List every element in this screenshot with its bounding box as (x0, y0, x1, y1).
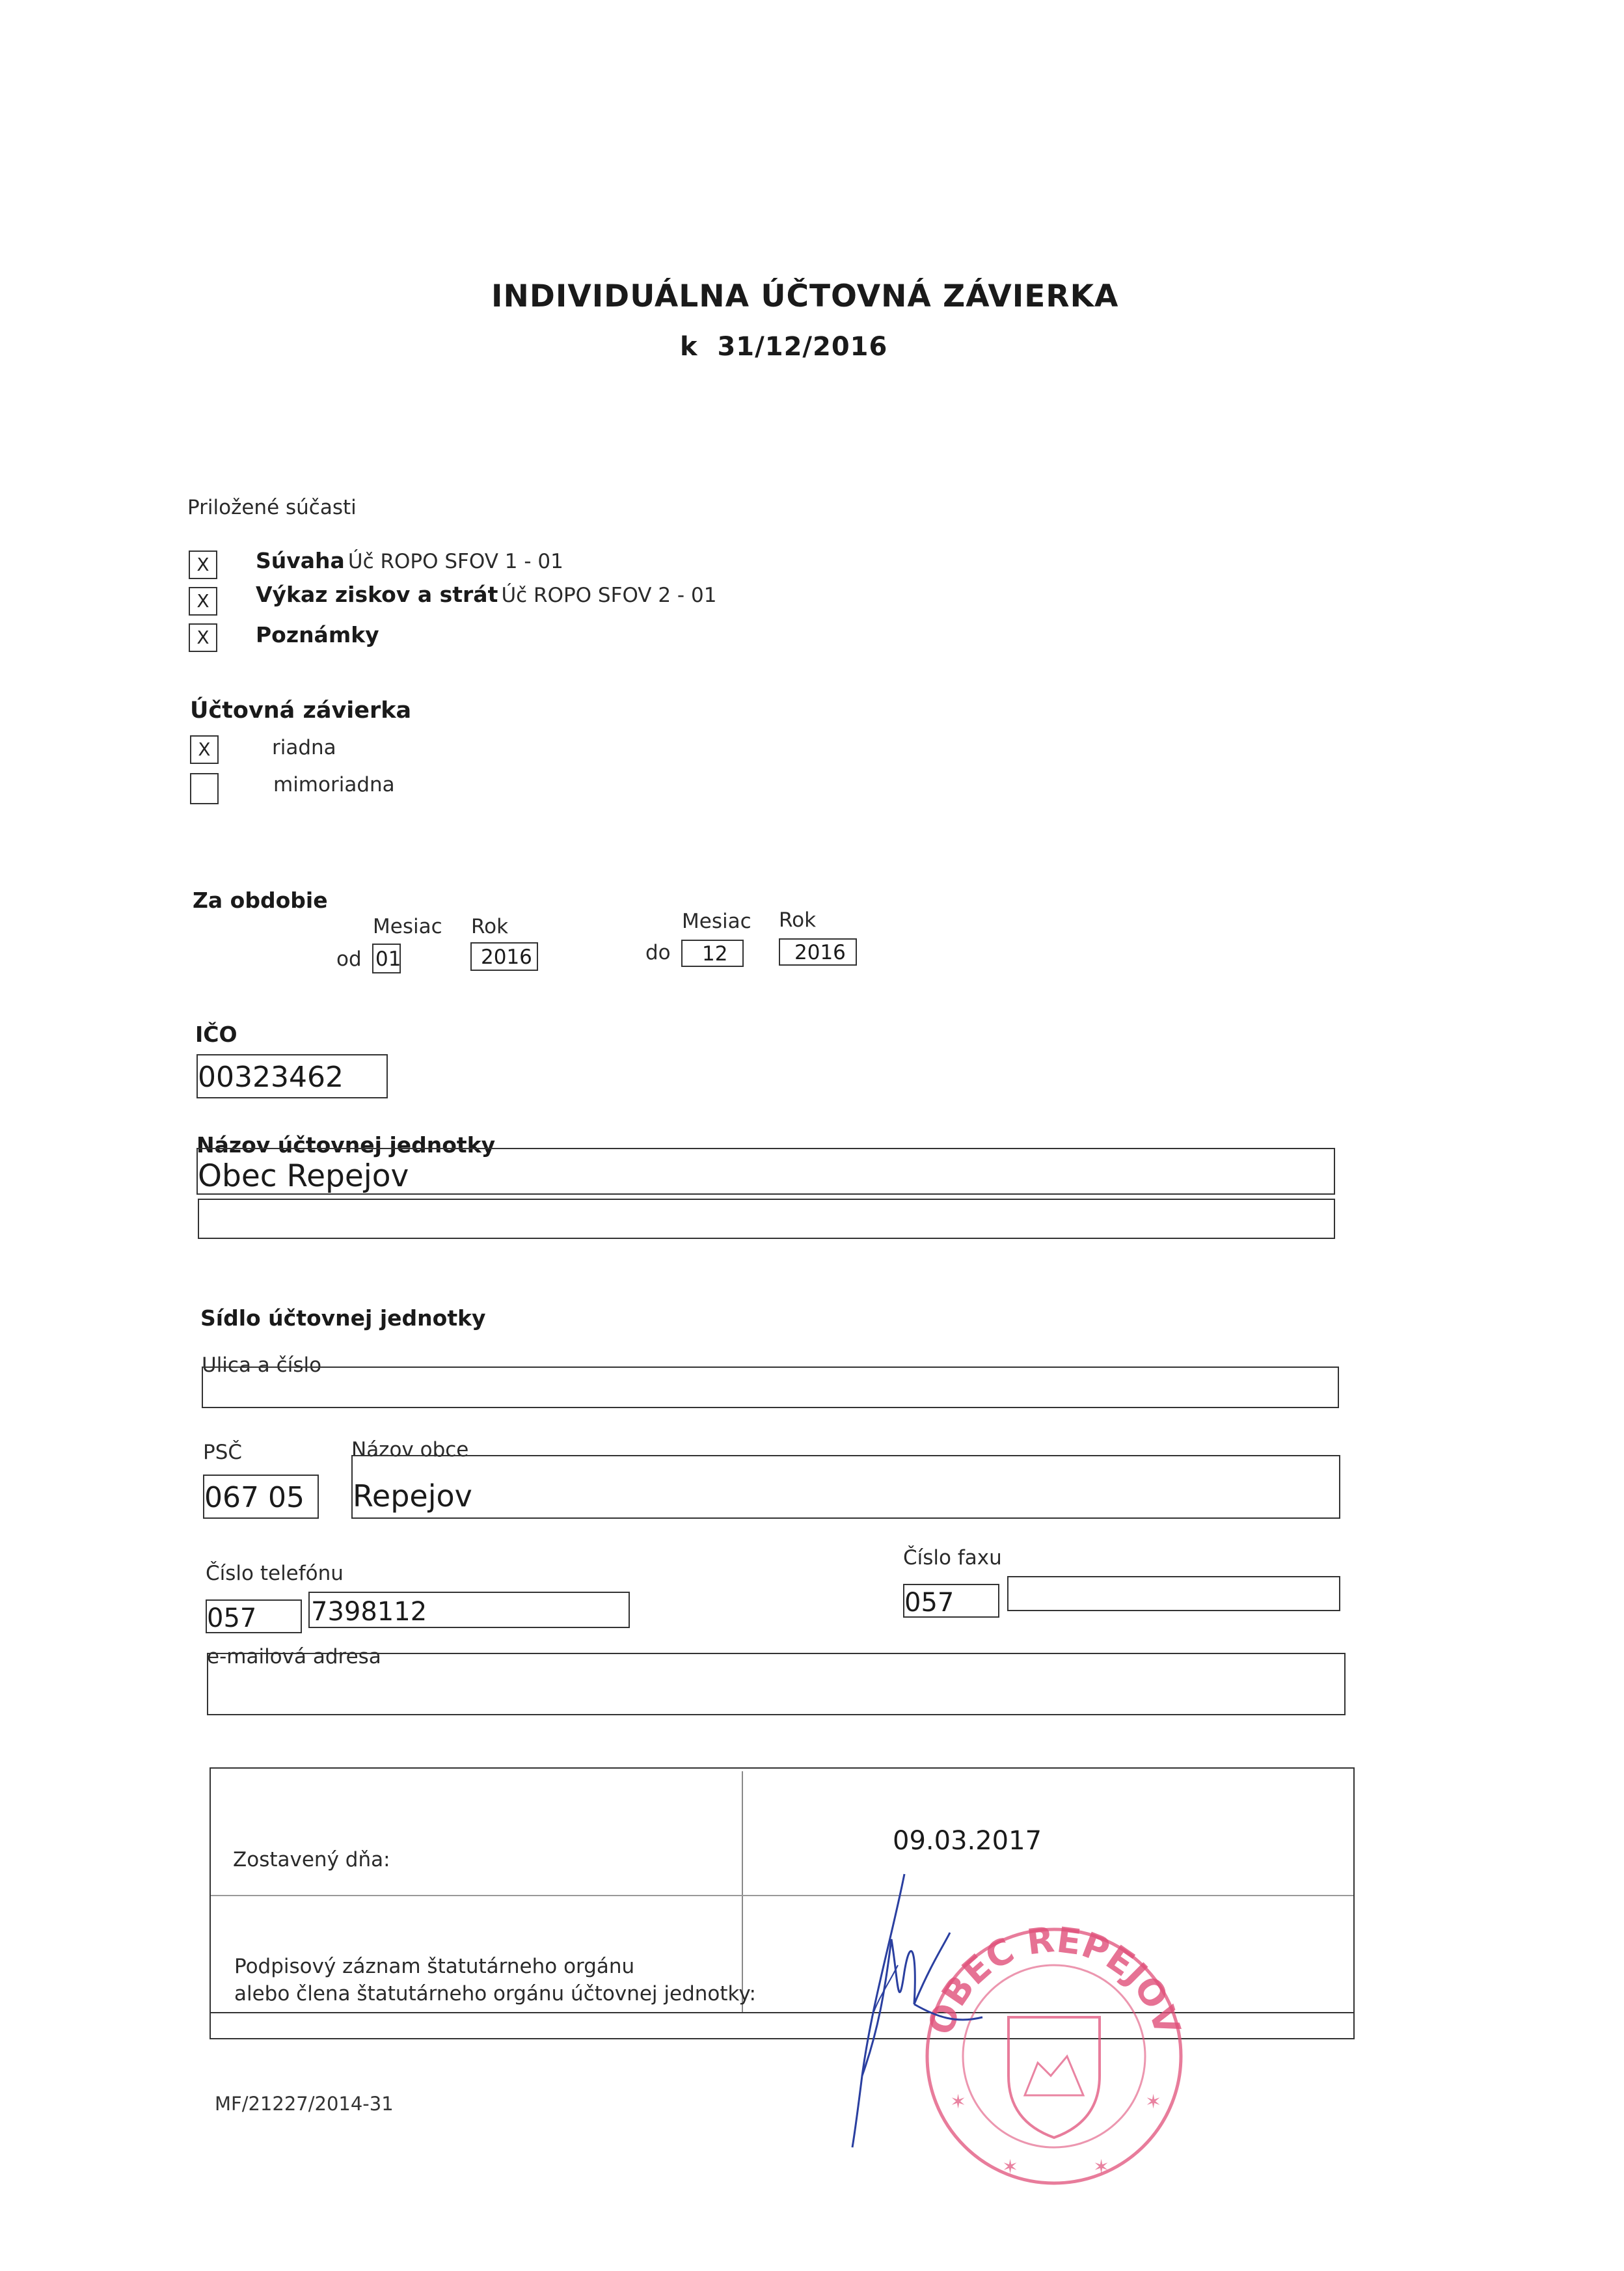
component-suvaha (256, 548, 563, 573)
from-year-label: Rok (471, 915, 509, 938)
to-year-field[interactable] (779, 938, 857, 966)
closing-heading: Účtovná závierka (190, 698, 412, 724)
sign-label-line-1: Podpisový záznam štatutárneho orgánu (234, 1955, 635, 1978)
fax-prefix-field[interactable] (903, 1584, 999, 1618)
closing-date (680, 332, 887, 362)
psc-value: 067 05 (204, 1481, 304, 1514)
town-field[interactable] (351, 1455, 1340, 1519)
entity-name-field-2[interactable] (198, 1199, 1335, 1239)
to-year-label: Rok (779, 908, 817, 932)
table-column-divider (742, 1771, 743, 2012)
compiled-date: 09.03.2017 (893, 1826, 1042, 1856)
town-label: Názov obce (351, 1438, 469, 1462)
phone-label: Číslo telefónu (206, 1562, 344, 1585)
date-prefix: k (680, 332, 698, 362)
svg-text:✶: ✶ (1145, 2091, 1162, 2114)
to-month-field[interactable] (681, 940, 744, 967)
period-heading: Za obdobie (193, 888, 328, 913)
ico-field[interactable] (196, 1054, 388, 1098)
phone-number-value: 7398112 (311, 1597, 427, 1627)
to-label: do (645, 941, 671, 964)
email-field[interactable] (207, 1653, 1346, 1715)
to-year-value: 2016 (794, 941, 846, 964)
component-poznamky: Poznámky (256, 622, 379, 647)
entity-label: Názov účtovnej jednotky (196, 1132, 496, 1158)
phone-prefix-field[interactable] (206, 1599, 302, 1633)
entity-name-field[interactable] (196, 1148, 1335, 1195)
phone-prefix-value: 057 (207, 1603, 257, 1633)
checkbox-mimoriadna[interactable] (190, 773, 219, 804)
sign-label-line-2: alebo člena štatutárneho orgánu účtovnej jednotky: (234, 1982, 756, 2006)
checkbox-riadna[interactable]: X (190, 735, 219, 764)
svg-text:✶: ✶ (950, 2091, 967, 2114)
table-row-divider (211, 1895, 1353, 1896)
from-year-value: 2016 (481, 945, 532, 969)
compiled-label: Zostavený dňa: (233, 1848, 390, 1871)
to-month-label: Mesiac (682, 910, 751, 933)
checkbox-suvaha[interactable]: X (189, 551, 217, 579)
seat-heading: Sídlo účtovnej jednotky (200, 1305, 486, 1331)
from-label: od (336, 947, 362, 971)
entity-name-value: Obec Repejov (198, 1158, 409, 1194)
component-vykaz (256, 582, 716, 607)
document-title: INDIVIDUÁLNA ÚČTOVNÁ ZÁVIERKA (491, 279, 1119, 314)
psc-label: PSČ (203, 1441, 243, 1464)
component-code: Úč ROPO SFOV 1 - 01 (347, 550, 563, 573)
street-field[interactable] (202, 1367, 1339, 1408)
ico-label: IČO (195, 1022, 237, 1047)
checkbox-poznamky[interactable]: X (189, 623, 217, 652)
date-value: 31/12/2016 (717, 332, 888, 362)
phone-number-field[interactable] (308, 1592, 630, 1628)
svg-text:OBEC REPEJOV: OBEC REPEJOV (919, 1919, 1189, 2040)
from-year-field[interactable] (470, 942, 538, 971)
option-riadna: riadna (272, 736, 336, 759)
svg-text:✶: ✶ (1002, 2156, 1019, 2179)
fax-number-field[interactable] (1007, 1576, 1340, 1611)
street-label: Ulica a číslo (202, 1353, 322, 1377)
component-name: Súvaha (256, 548, 345, 573)
component-code: Úč ROPO SFOV 2 - 01 (501, 584, 717, 607)
town-value: Repejov (353, 1478, 472, 1514)
fax-label: Číslo faxu (903, 1546, 1002, 1570)
psc-field[interactable] (203, 1475, 319, 1519)
email-label: e-mailová adresa (207, 1645, 381, 1668)
svg-text:✶: ✶ (1093, 2156, 1110, 2179)
from-month-value: 01 (375, 947, 401, 971)
fax-prefix-value: 057 (904, 1588, 954, 1618)
to-month-value: 12 (702, 942, 728, 966)
form-code: MF/21227/2014-31 (215, 2093, 394, 2115)
from-month-label: Mesiac (373, 915, 442, 938)
ico-value: 00323462 (198, 1061, 344, 1094)
handwritten-signature (800, 1861, 995, 2160)
option-mimoriadna: mimoriadna (273, 773, 395, 796)
components-heading: Priložené súčasti (187, 496, 357, 519)
checkbox-vykaz[interactable]: X (189, 587, 217, 616)
component-name: Výkaz ziskov a strát (256, 582, 498, 607)
from-month-field[interactable] (372, 944, 401, 973)
